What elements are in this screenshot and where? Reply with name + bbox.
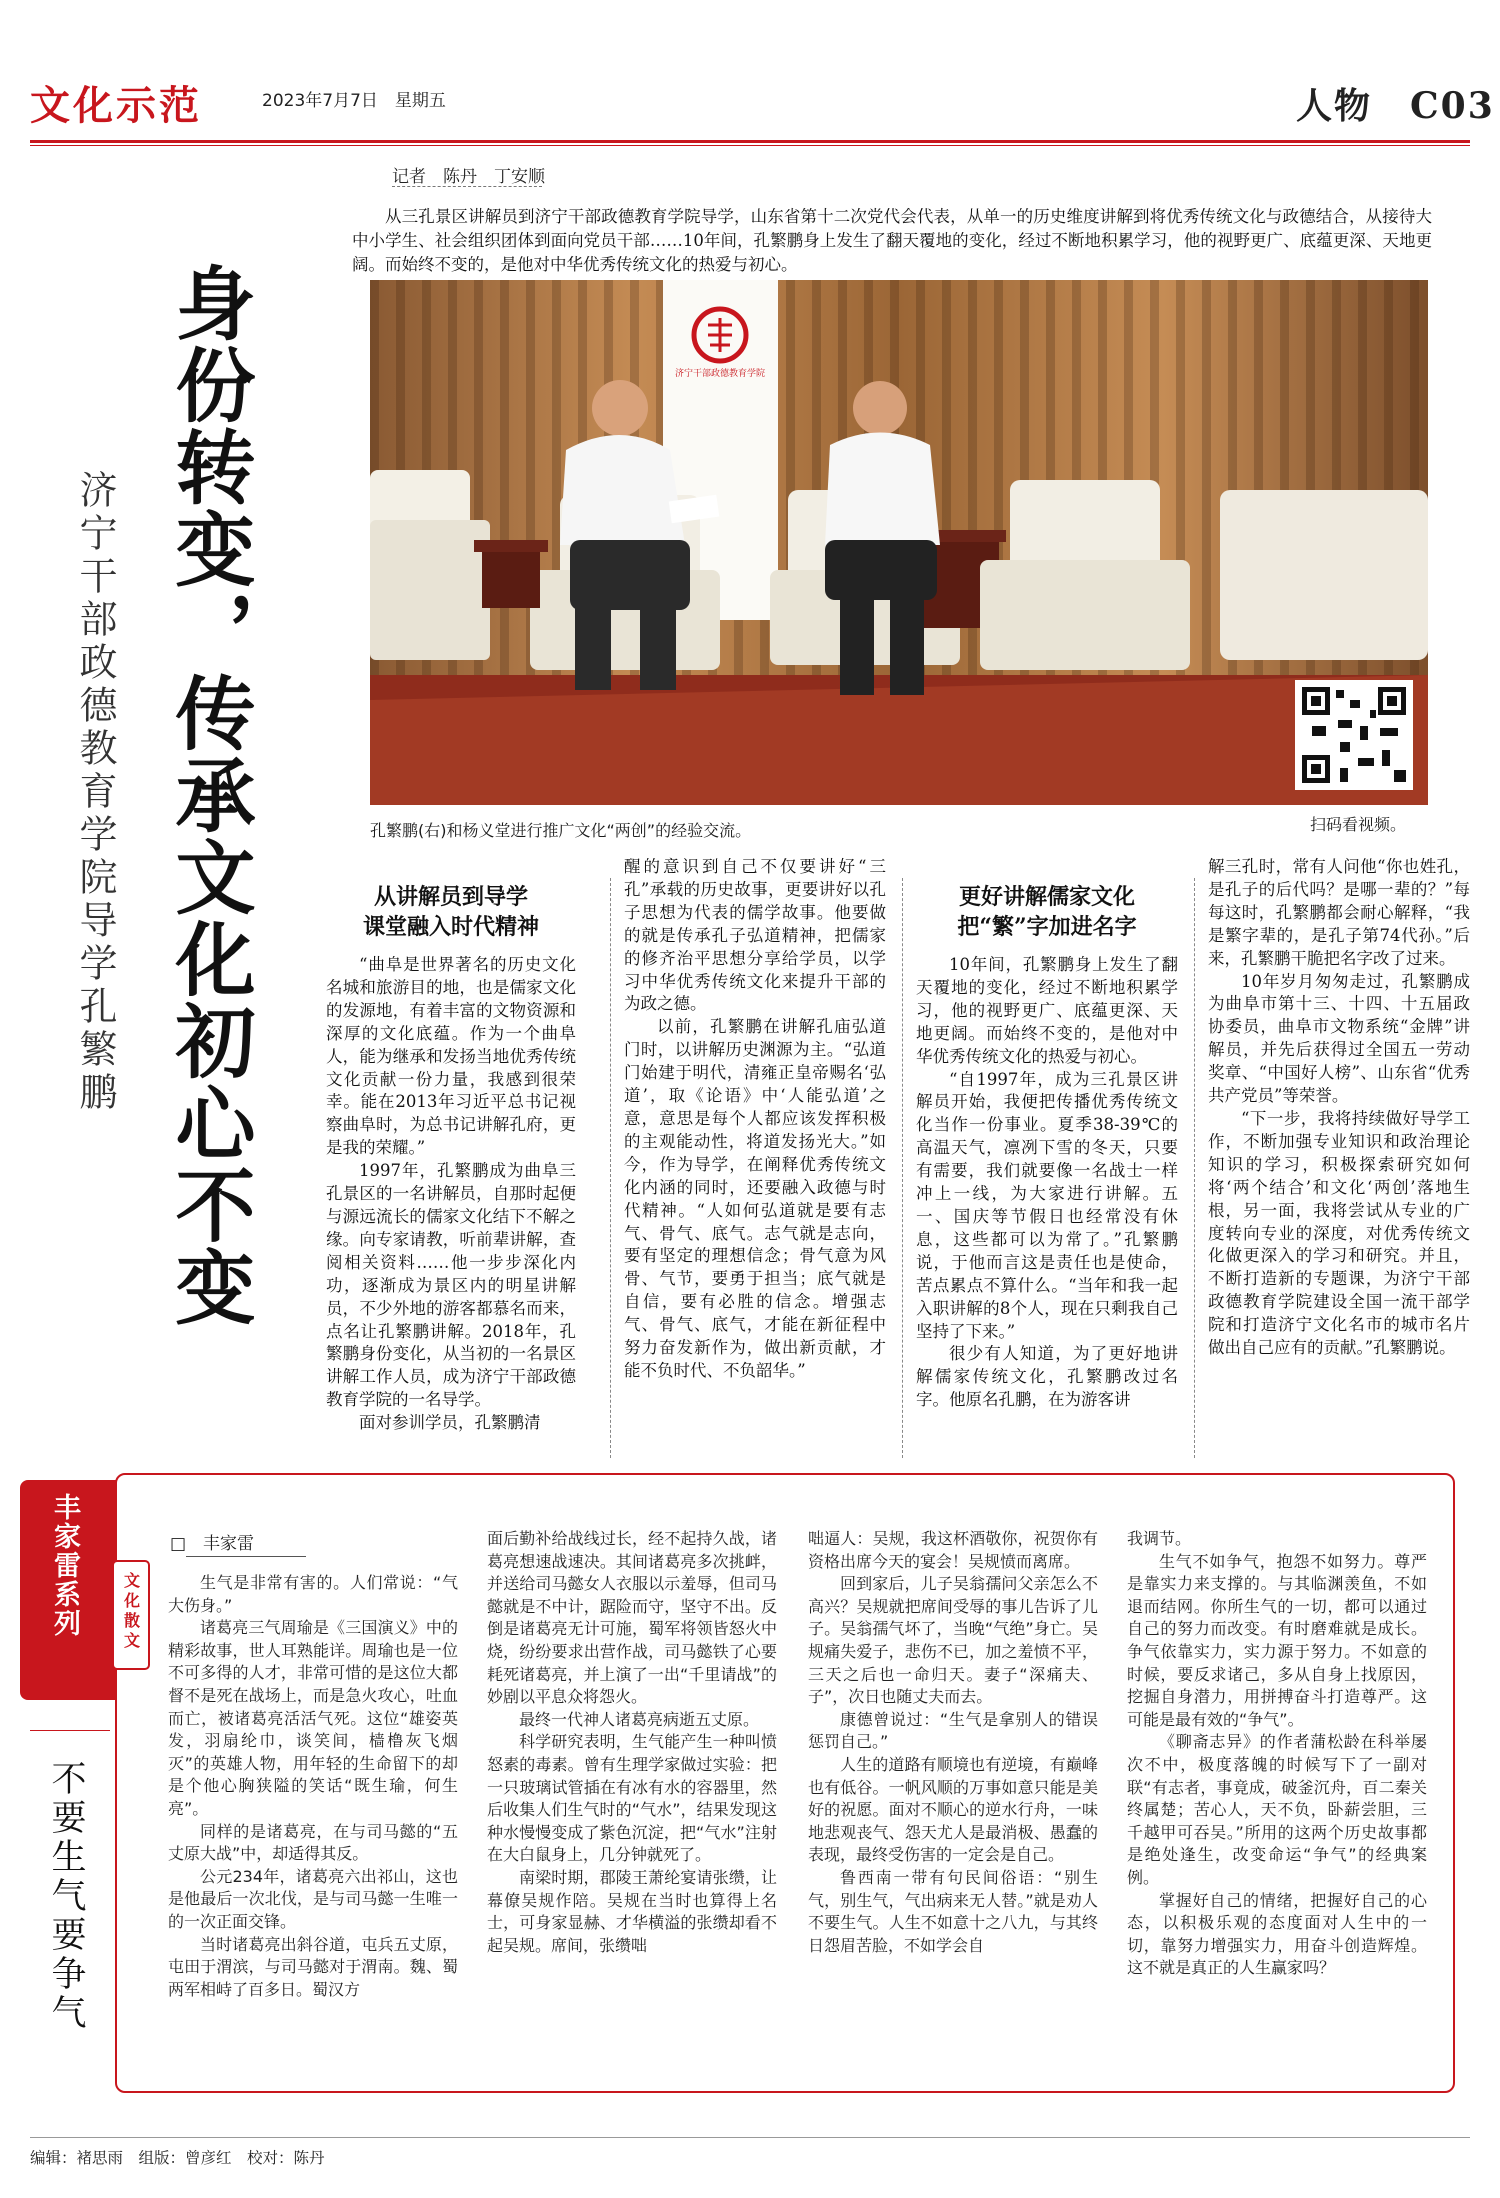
essay-column-3 (808, 1528, 1098, 2083)
interview-photo (370, 280, 1428, 805)
paragraph: 科学研究表明，生气能产生一种叫愤怒素的毒素。曾有生理学家做过实验：把一只玻璃试管插在有冰有水的容器里，然后收集人们生气时的“气水”，结果发现这种水慢慢变成了紫色沉淀，把“气水”注射在大白鼠身上，几分钟就死了。 (487, 1732, 777, 1865)
article-title: 身份转变，传承文化初心不变 (162, 262, 255, 1328)
footer-rule (30, 2137, 1470, 2138)
paragraph: 《聊斋志异》的作者蒲松龄在科举屡次不中，极度落魄的时候写下了一副对联“有志者，事竟成，破釜沉舟，百二秦关终属楚；苦心人，天不负，卧薪尝胆，三千越甲可吞吴。”所用的这两个历史故事都是绝处逢生，改变命运“争气”的经典案例。 (1127, 1732, 1427, 1887)
masthead: 文化示范 (30, 83, 202, 129)
paragraph: 公元234年，诸葛亮六出祁山，这也是他最后一次北伐，是与司马懿一生唯一的一次正面交锋。 (168, 1866, 458, 1931)
paragraph: 咄逼人：吴规，我这杯酒敬你，祝贺你有资格出席今天的宴会！吴规愤而离席。 (808, 1529, 1098, 1571)
byline: 记者 陈丹 丁安顺 (392, 167, 545, 187)
paragraph: 面对参训学员，孔繁鹏清 (359, 1413, 541, 1433)
essay-column-4 (1127, 1528, 1427, 2083)
paragraph: 生气是非常有害的。人们常说：“气大伤身。” (168, 1573, 458, 1615)
paragraph: 很少有人知道，为了更好地讲解儒家传统文化，孔繁鹏改过名字。他原名孔鹏，在为游客讲 (916, 1344, 1178, 1410)
paragraph: 醒的意识到自己不仅要讲好“三孔”承载的历史故事，更要讲好以孔子思想为代表的儒学故事。他要做的就是传承孔子弘道精神，把儒家的修齐治平思想分享给学员，以学习中华优秀传统文化来提升干部的为政之德。 (624, 857, 886, 1014)
paragraph: 鲁西南一带有句民间俗语：“别生气，别生气，气出病来无人替。”就是劝人不要生气。人生不如意十之八九，与其终日怨眉苦脸，不如学会自 (808, 1867, 1098, 1955)
paragraph: 最终一代神人诸葛亮病逝五丈原。 (519, 1709, 760, 1729)
paragraph: 南梁时期，郡陵王萧纶宴请张缵，让幕僚吴规作陪。吴规在当时也算得上名士，可身家显赫、才华横溢的张缵却看不起吴规。席间，张缵咄 (487, 1867, 777, 1955)
genre-badge: 文化散文 (112, 1560, 150, 1670)
paragraph: 回到家后，儿子吴翁孺问父亲怎么不高兴？吴规就把席间受辱的事儿告诉了儿子。吴翁孺气坏了，当晚“气绝”身亡。吴规痛失爱子，悲伤不已，加之羞愤不平，三天之后也一命归天。妻子“深痛夫、子”，次日也随丈夫而去。 (808, 1574, 1098, 1707)
paragraph: “曲阜是世界著名的历史文化名城和旅游目的地，也是儒家文化的发源地，有着丰富的文物资源和深厚的文化底蕴。作为一个曲阜人，能为继承和发扬当地优秀传统文化贡献一份力量，我感到很荣幸。能在2013年习近平总书记视察曲阜时，为总书记讲解孔府，更是我的荣耀。” (326, 955, 576, 1158)
paragraph: 面后勤补给战线过长，经不起持久战，诸葛亮想速战速决。其间诸葛亮多次挑衅，并送给司马懿女人衣服以示羞辱，但司马懿就是不中计，踞险而守，坚守不出。反倒是诸葛亮无计可施，蜀军将领皆怒火中烧，纷纷要求出营作战，司马懿铁了心要耗死诸葛亮，并上演了一出“千里请战”的妙剧以平息众将怨火。 (487, 1529, 777, 1707)
paragraph: 人生的道路有顺境也有逆境，有巅峰也有低谷。一帆风顺的万事如意只能是美好的祝愿。面对不顺心的逆水行舟，一味地悲观丧气、怨天尤人是最消极、愚蠢的表现，最终受伤害的一定会是自己。 (808, 1754, 1098, 1865)
article-lead: 从三孔景区讲解员到济宁干部政德教育学院导学，山东省第十二次党代会代表，从单一的历史维度讲解到将优秀传统文化与政德结合，从接待大中小学生、社会组织团体到面向党员干部……10年间，孔繁鹏身上发生了翻天覆地的变化，经过不断地积累学习，他的视野更广、底蕴更深、天地更阔。而始终不变的，是他对中华优秀传统文化的热爱与初心。 (352, 207, 1432, 274)
footer-credits: 编辑：褚思雨 组版：曾彦红 校对：陈丹 (30, 2149, 325, 2167)
column-rule (1194, 878, 1195, 1458)
essay-column-2 (487, 1528, 777, 2083)
column-rule (610, 878, 611, 1458)
essay-rule (30, 1730, 110, 1731)
paragraph: 解三孔时，常有人问他“你也姓孔，是孔子的后代吗？是哪一辈的？”每每这时，孔繁鹏都会耐心解释，“我是繁字辈的，是孔子第74代孙。”后来，孔繁鹏干脆把名字改了过来。 (1208, 857, 1470, 968)
section-heading-1: 从讲解员到导学 课堂融入时代精神 (362, 884, 539, 940)
paragraph: 当时诸葛亮出斜谷道，屯兵五丈原，屯田于渭滨，与司马懿对于渭南。魏、蜀两军相峙了百多日。蜀汉方 (168, 1934, 458, 1999)
article-column-3 (916, 880, 1178, 1460)
photo-sign-text: 济宁干部政德教育学院 (674, 369, 766, 379)
photo-caption: 孔繁鹏(右)和杨义堂进行推广文化“两创”的经验交流。 (370, 821, 752, 840)
column-rule (902, 878, 903, 1458)
paragraph: 同样的是诸葛亮，在与司马懿的“五丈原大战”中，却适得其反。 (168, 1821, 458, 1864)
paragraph: 我调节。 (1127, 1529, 1192, 1548)
paragraph: 以前，孔繁鹏在讲解孔庙弘道门时，以讲解历史渊源为主。“弘道门始建于明代，清雍正皇帝赐名‘弘道’，取《论语》中‘人能弘道’之意，意思是每个人都应该发挥积极的主观能动性，将道发扬光大。”如今，作为导学，在阐释优秀传统文化内涵的同时，还要融入政德与时代精神。“人如何弘道就是要有志气、骨气、底气。志气就是志向，要有坚定的理想信念；骨气意为风骨、气节，要勇于担当；底气就是自信，要有必胜的信念。增强志气、骨气、底气，才能在新征程中努力奋发新作为，做出新贡献，才能不负时代、不负韶华。” (624, 1017, 886, 1380)
header-rule-thin (30, 145, 1470, 146)
article-column-1 (326, 880, 576, 1460)
paragraph: 1997年，孔繁鹏成为曲阜三孔景区的一名讲解员，自那时起便与源远流长的儒家文化结下不解之缘。向专家请教，听前辈讲解，查阅相关资料……他一步步深化内功，逐渐成为景区内的明星讲解员，不少外地的游客都慕名而来，点名让孔繁鹏讲解。2018年，孔繁鹏身份变化，从当初的一名景区讲解工作人员，成为济宁干部政德教育学院的一名导学。 (326, 1161, 576, 1410)
paragraph: 生气不如争气，抱怨不如努力。尊严是靠实力来支撑的。与其临渊羡鱼，不如退而结网。你所生气的一切，都可以通过自己的努力而改变。有时磨难就是成长。争气依靠实力，实力源于努力。不如意的时候，要反求诸己，多从自身上找原因，挖掘自身潜力，用拼搏奋斗打造尊严。这可能是最有效的“争气”。 (1127, 1551, 1427, 1729)
header-rule (30, 140, 1470, 143)
byline-rule (392, 186, 542, 187)
article-column-2 (624, 856, 886, 1456)
paragraph: 10年间，孔繁鹏身上发生了翻天覆地的变化，经过不断地积累学习，他的视野更广、底蕴更深、天地更阔。而始终不变的，是他对中华优秀传统文化的热爱与初心。 (916, 955, 1178, 1066)
series-label: 丰家雷系列 (49, 1493, 80, 1638)
paragraph: 诸葛亮三气周瑜是《三国演义》中的精彩故事，世人耳熟能详。周瑜也是一位不可多得的人才，非常可惜的是这位大都督不是死在战场上，而是急火攻心，吐血而亡，被诸葛亮活活气死。这位“雄姿英发，羽扇纶巾，谈笑间，樯橹灰飞烟灭”的英雄人物，用年轻的生命留下的却是个他心胸狭隘的笑话“既生瑜，何生亮”。 (168, 1618, 458, 1818)
paragraph: 康德曾说过：“生气是拿别人的错误惩罚自己。” (808, 1709, 1098, 1752)
paragraph: 10年岁月匆匆走过，孔繁鹏成为曲阜市第十三、十四、十五届政协委员，曲阜市文物系统“金牌”讲解员，并先后获得过全国五一劳动奖章、“中国好人榜”、山东省“优秀共产党员”等荣誉。 (1208, 971, 1470, 1106)
essay-column-1 (168, 1572, 458, 2082)
paragraph: “下一步，我将持续做好导学工作，不断加强专业知识和政治理论知识的学习，积极探索研究如何将‘两个结合’和文化‘两创’落地生根，另一面，我将尝试从专业的广度转向专业的深度，对优秀传统文化做更深入的学习和研究。并且，不断打造新的专题课，为济宁干部政德教育学院建设全国一流干部学院和打造济宁文化名市的城市名片做出自己应有的贡献。”孔繁鹏说。 (1208, 1108, 1470, 1358)
article-column-4 (1208, 856, 1470, 1456)
author-rule (186, 1556, 306, 1557)
paragraph: “自1997年，成为三孔景区讲解员开始，我便把传播优秀传统文化当作一份事业。夏季38-39℃的高温天气，凛冽下雪的冬天，只要有需要，我们就要像一名战士一样冲上一线，为大家进行讲解。五一、国庆等节假日也经常没有休息，这些都可以为常了。”孔繁鹏说，于他而言这是责任也是使命，苦点累点不算什么。“当年和我一起入职讲解的8个人，现在只剩我自己坚持了下来。” (916, 1069, 1178, 1341)
article-subtitle: 济宁干部政德教育学院导学孔繁鹏 (73, 470, 117, 1115)
issue-date: 2023年7月7日 星期五 (262, 91, 446, 111)
essay-title: 不要生气要争气 (46, 1760, 86, 2033)
section-heading-2: 更好讲解儒家文化 把“繁”字加进名字 (957, 884, 1137, 940)
paragraph: 掌握好自己的情绪，把握好自己的心态，以积极乐观的态度面对人生中的一切，靠努力增强实力，用奋斗创造辉煌。这不就是真正的人生赢家吗？ (1127, 1890, 1427, 1978)
qr-caption: 扫码看视频。 (1310, 815, 1407, 834)
photo-scene (370, 280, 1428, 805)
section-label: 人物 C03 (1296, 85, 1495, 127)
essay-author: □ 丰家雷 (170, 1534, 255, 1554)
